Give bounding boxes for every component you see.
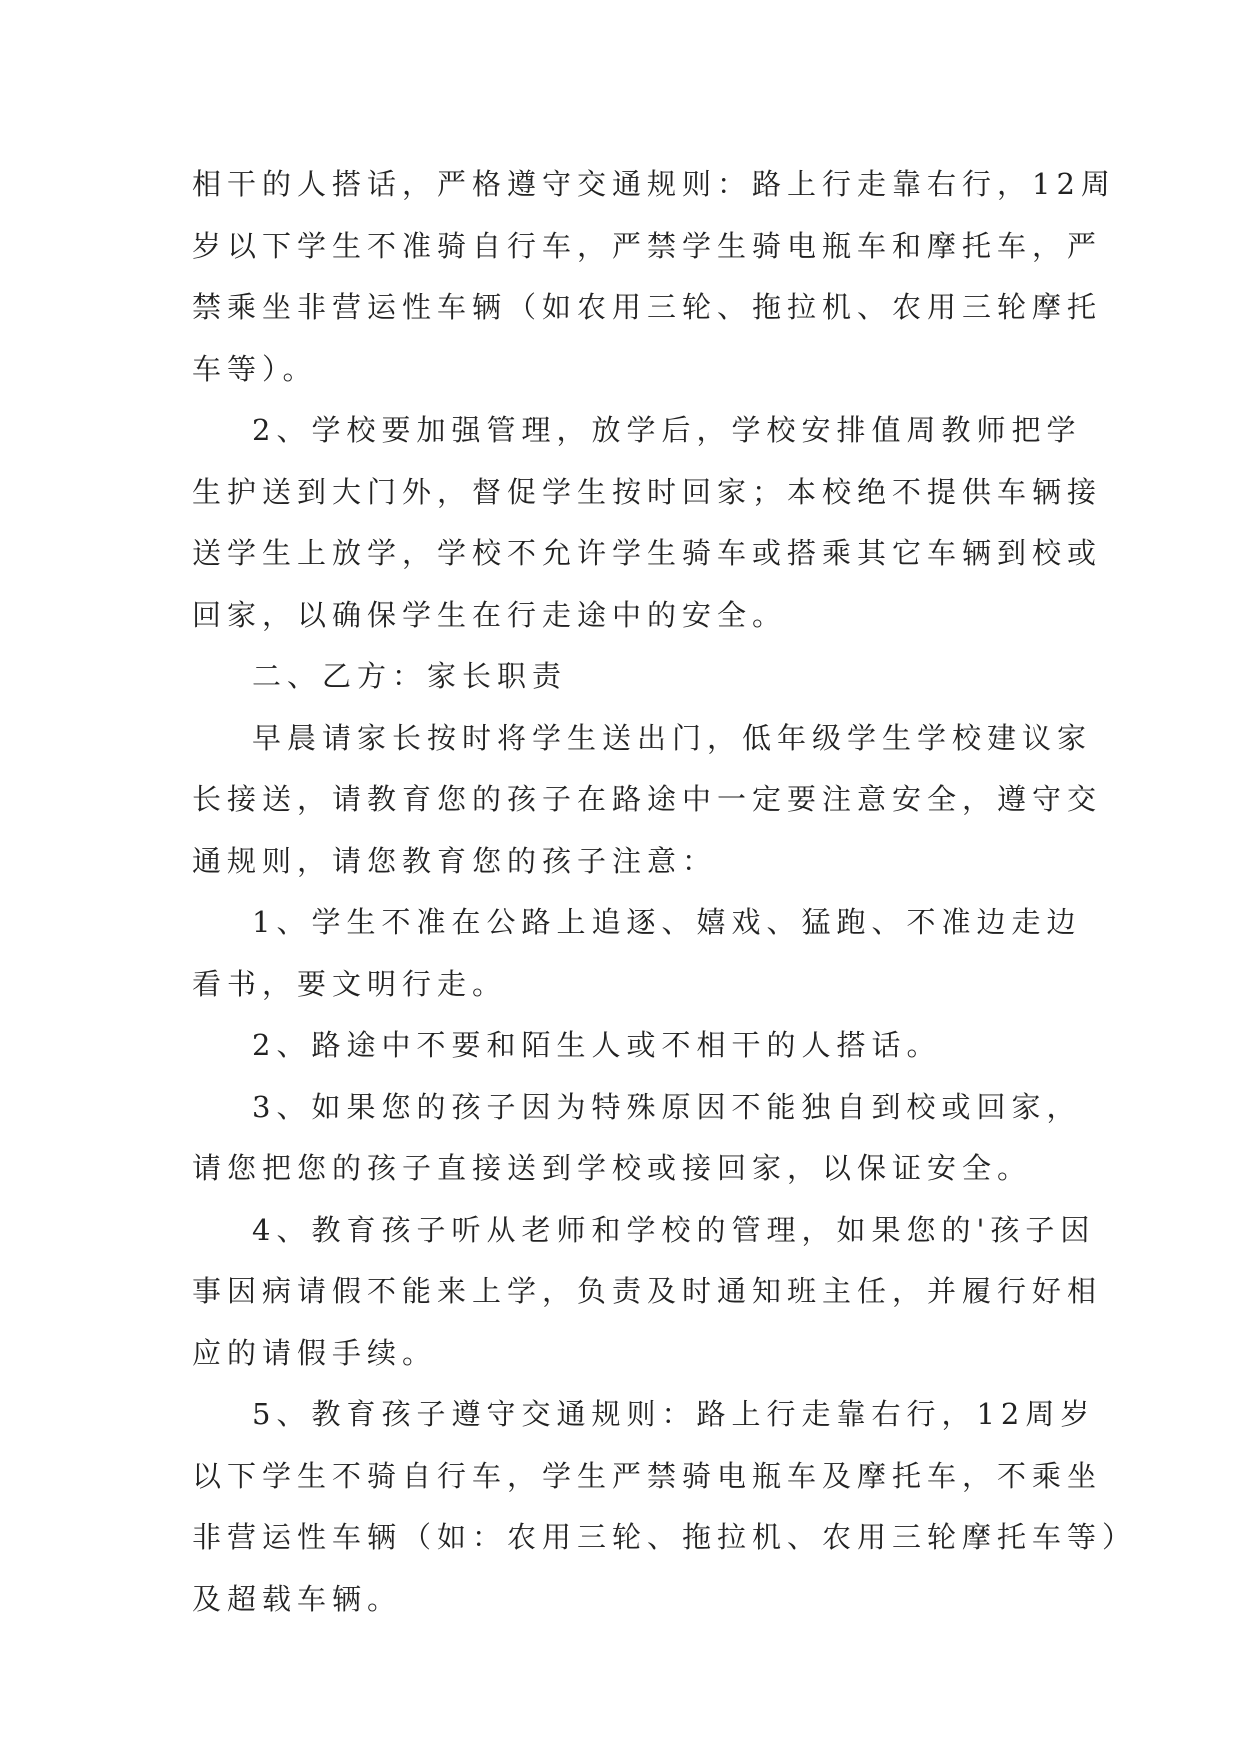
section-heading: 二、乙方：家长职责: [252, 659, 568, 693]
paragraph-first-line: 2、学校要加强管理，放学后，学校安排值周教师把学: [252, 413, 1082, 447]
text-line: 看书，要文明行走。: [192, 966, 508, 1001]
text-line: 车等）。: [192, 351, 318, 386]
text-line: 长接送，请教育您的孩子在路途中一定要注意安全，遵守交: [192, 782, 1103, 816]
paragraph-first-line: 5、教育孩子遵守交通规则：路上行走靠右行，12周岁: [252, 1397, 1096, 1431]
text-line: 生护送到大门外，督促学生按时回家；本校绝不提供车辆接: [192, 474, 1103, 509]
paragraph-first-line: 1、学生不准在公路上追逐、嬉戏、猛跑、不准边走边: [252, 905, 1082, 939]
paragraph-first-line: 早晨请家长按时将学生送出门，低年级学生学校建议家: [252, 720, 1093, 755]
text-line: 回家，以确保学生在行走途中的安全。: [192, 597, 788, 632]
text-line: 禁乘坐非营运性车辆（如农用三轮、拖拉机、农用三轮摩托: [192, 290, 1103, 324]
text-line: 及超载车辆。: [192, 1581, 403, 1616]
text-line: 送学生上放学，学校不允许学生骑车或搭乘其它车辆到校或: [192, 536, 1103, 570]
document-body: [192, 154, 1138, 1630]
text-line: 应的请假手续。: [192, 1335, 438, 1370]
text-line: 非营运性车辆（如：农用三轮、拖拉机、农用三轮摩托车等）: [192, 1520, 1138, 1554]
text-line: 请您把您的孩子直接送到学校或接回家，以保证安全。: [192, 1151, 1033, 1185]
text-line: 相干的人搭话，严格遵守交通规则：路上行走靠右行，12周: [192, 167, 1116, 201]
paragraph-first-line: 4、教育孩子听从老师和学校的管理，如果您的'孩子因: [252, 1212, 1096, 1247]
text-line: 岁以下学生不准骑自行车，严禁学生骑电瓶车和摩托车，严: [192, 228, 1103, 263]
text-line: 以下学生不骑自行车，学生严禁骑电瓶车及摩托车，不乘坐: [192, 1458, 1103, 1493]
text-line: 通规则，请您教育您的孩子注意：: [192, 843, 718, 878]
paragraph-first-line: 2、路途中不要和陌生人或不相干的人搭话。: [252, 1028, 942, 1062]
text-line: 事因病请假不能来上学，负责及时通知班主任，并履行好相: [192, 1274, 1103, 1308]
paragraph-first-line: 3、如果您的孩子因为特殊原因不能独自到校或回家，: [252, 1089, 1082, 1124]
